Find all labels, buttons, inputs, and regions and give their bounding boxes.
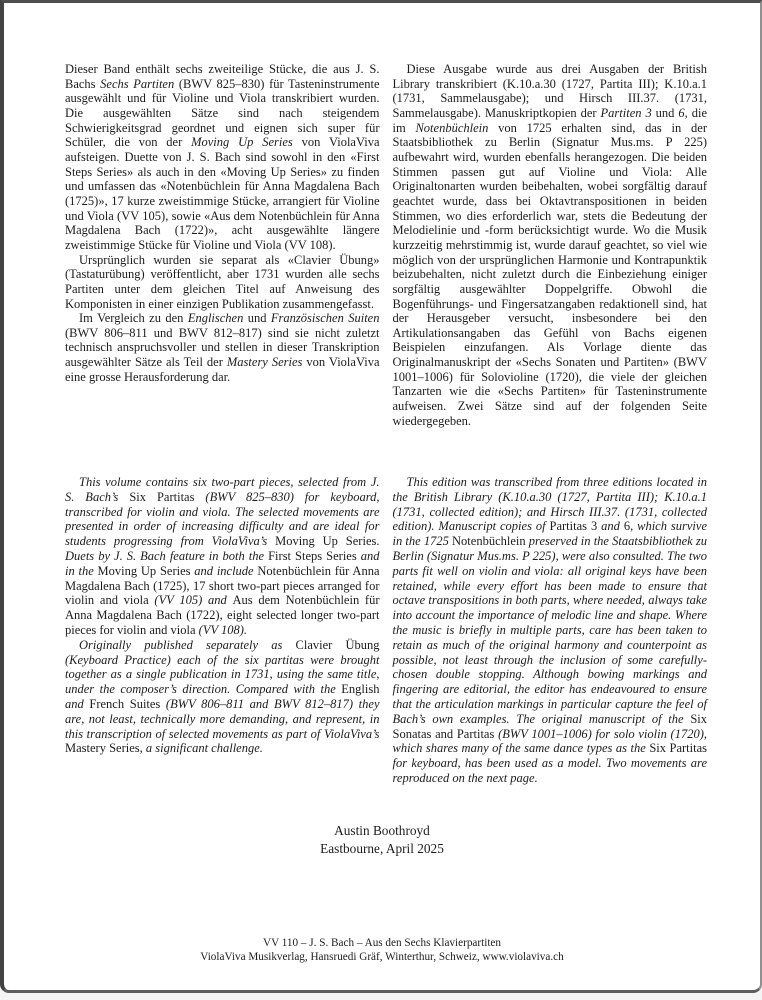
paragraph <box>65 62 380 253</box>
english-preface-left-column <box>65 475 380 786</box>
german-preface-right-column <box>393 62 708 428</box>
german-preface-section <box>65 62 707 428</box>
italic-text-segment: , which survive in the 1725 <box>392 519 707 549</box>
footer-publisher-line: ViolaViva Musikverlag, Hansruedi Gräf, Winterthur, Schweiz, www.violaviva.ch <box>200 950 564 963</box>
italic-text-segment: and <box>65 696 90 711</box>
roman-text-segment: Im Vergleich zu den <box>79 311 188 326</box>
italic-text-segment: This edition was transcribed from three editions located in the British Library (K.10.a.30 (1727, Partita III); K.10.a.1 (1731, collected edition); and Hirsch III.37. (1731, collected edition). Manuscript copies of <box>392 475 707 534</box>
signature-name: Austin Boothroyd <box>334 823 430 838</box>
italic-text-segment: and include <box>190 563 258 578</box>
italic-text-segment: and in the <box>65 548 380 578</box>
paragraph <box>65 253 380 312</box>
italic-text-segment: 6 <box>678 105 685 120</box>
roman-text-segment: Partitas 3 <box>549 519 598 534</box>
roman-text-segment: Aus dem Notenbüchlein für Anna Magdalena Bach (1722), eight selected longer two-part pieces for violin and viola <box>65 593 380 637</box>
footer-catalog-line: VV 110 – J. S. Bach – Aus den Sechs Klavierpartiten <box>262 937 501 949</box>
italic-text-segment: Originally published separately as <box>79 637 296 652</box>
italic-text-segment: Partiten 3 <box>600 105 652 120</box>
roman-text-segment: Notenbüchlein für Anna Magdalena Bach (1725), 17 short two-part pieces arranged for violin and viola <box>65 563 380 608</box>
roman-text-segment: Six Sonatas and Partitas <box>392 711 707 741</box>
roman-text-segment: English <box>341 682 380 697</box>
roman-text-segment: von ViolaViva eine grosse Herausforderung dar. <box>65 355 380 384</box>
english-preface-section <box>65 475 707 786</box>
english-preface-right-column <box>393 475 708 786</box>
italic-text-segment: (VV 108). <box>198 622 248 637</box>
italic-text-segment: Notenbüchlein <box>415 120 489 135</box>
italic-text-segment: Sechs Partiten <box>100 76 175 91</box>
roman-text-segment: und <box>243 311 271 326</box>
roman-text-segment: Mastery Series <box>65 741 140 756</box>
italic-text-segment: (BWV 1001–1006) for solo violin (1720), which shares many of the same dance types as the <box>392 726 707 756</box>
italic-text-segment: Französischen Suiten <box>270 311 380 326</box>
italic-text-segment: Duets by J. S. Bach feature in both the <box>65 548 269 563</box>
italic-text-segment: Englischen <box>187 311 244 326</box>
roman-text-segment: Moving Up Series. <box>275 534 380 549</box>
roman-text-segment: Ursprünglich wurden sie separat als «Clavier Übung» (Tastaturübung) veröffentlicht, aber 1731 wurden alle sechs Partiten unter dem gleichen Titel auf Anweisung des Komponisten in einer einzigen Publikation zusammengefasst. <box>65 252 380 311</box>
italic-text-segment: for keyboard, has been used as a model. Two movements are reproduced on the next page. <box>392 756 707 785</box>
roman-text-segment: und <box>651 105 679 120</box>
roman-text-segment: , die im <box>392 105 708 135</box>
roman-text-segment: First Steps Series <box>268 548 357 563</box>
italic-text-segment: , a significant challenge. <box>139 741 263 756</box>
roman-text-segment: 6 <box>623 519 631 534</box>
roman-text-segment: Moving Up Series <box>97 563 191 578</box>
roman-text-segment: Six Partitas <box>129 489 195 504</box>
italic-text-segment: (BWV 825–830) for keyboard, transcribed for violin and viola. The selected movements are presented in order of increasing difficulty and are ideal for students progressing from ViolaViva’s <box>65 489 380 549</box>
italic-text-segment: This volume contains six two-part pieces, selected from J. S. Bach’s <box>65 475 380 504</box>
italic-text-segment: Moving Up Series <box>191 135 293 150</box>
italic-text-segment: (Keyboard Practice) each of the six partitas were brought together as a single publication in 1731, using the same title, under the composer’s direction. Compared with the <box>65 652 380 697</box>
roman-text-segment: (BWV 825–830) für Tasteninstrumente ausgewählt und für Violine und Viola transkribiert wurden. Die ausgewählten Sätze sind nach steigendem Schwierigkeitsgrad geordnet und eignen sich super für Schüler, die von der <box>65 76 380 150</box>
roman-text-segment: Dieser Band enthält sechs zweiteilige Stücke, die aus J. S. Bachs <box>65 62 380 91</box>
roman-text-segment: Diese Ausgabe wurde aus drei Ausgaben der British Library transkribiert (K.10.a.30 (1727, Partita III); K.10.a.1 (1731, Sammelausgabe); und Hirsch III.37. (1731, Sammelausgabe). Manuskriptkopien der <box>392 62 707 120</box>
paragraph <box>393 62 708 428</box>
signature-place-date: Eastbourne, April 2025 <box>320 840 444 856</box>
roman-text-segment: Notenbüchlein <box>452 534 526 549</box>
paragraph <box>65 638 380 756</box>
italic-text-segment: Mastery Series <box>226 355 303 370</box>
roman-text-segment: von 1725 erhalten sind, das in der Staatsbibliothek zu Berlin (Signatur Mus.ms. P 225) aufbewahrt wird, wurden ebenfalls herangezogen. Die beiden Stimmen passen gut auf Violine und Viola: Alle Originaltonarten wurden beibehalten, wobei sorgfältig darauf geachtet wurde, dass bei Oktavtranspositionen in beiden Stimmen, wo dies erforderlich war, stets die Bedeutung der Melodielinie und -form berücksichtigt wurde. Wo die Musik kurzzeitig mehrstimmig ist, wurde darauf geachtet, so viel wie möglich von der ursprünglichen Harmonie und Kontrapunktik beizubehalten, nicht zuletzt durch die Einbeziehung einiger sorgfältig ausgewählter Doppelgriffe. Obwohl die Bogenführungs- und Fingersatzangaben redaktionell sind, hat der Herausgeber versucht, insbesondere bei den Artikulationsangaben das Gefühl von Bachs eigenen Beispielen einzufangen. Als Vorlage diente das Originalmanuskript der «Sechs Sonaten und Partiten» (BWV 1001–1006) für Solovioline (1720), die viele der gleichen Tanzarten wie die «Sechs Partiten» für Tasteninstrumente aufweisen. Zwei Sätze sind auf der folgenden Seite wiedergegeben. <box>392 120 708 428</box>
roman-text-segment: von ViolaViva aufsteigen. Duette von J. S. Bach sind sowohl in den «First Steps Series» als auch in den «Moving Up Series» zu finden und umfassen das «Notenbüchlein für Anna Magdalena Bach (1725)», 17 kurze zweistimmige Stücke, arrangiert für Violine und Viola (VV 105), sowie «Aus dem Notenbüchlein für Anna Magdalena Bach (1722)», acht ausgewählte längere zweistimmige Stücke für Violine und Viola (VV 108). <box>65 135 380 252</box>
roman-text-segment: (BWV 806–811 und BWV 812–817) sind sie nicht zuletzt technisch anspruchsvoller und stellen in dieser Transkription ausgewählter Sätze als Teil der <box>65 325 380 370</box>
italic-text-segment: preserved in the Staatsbibliothek zu Berlin (Signatur Mus.ms. P 225), were also consulted. The two parts fit well on violin and viola: all original keys have been retained, while every effort has been made to ensure that octave transpositions in both parts, where needed, always take into account the importance of melodic line and shape. Where the music is briefly in multiple parts, care has been taken to retain as much of the original harmony and counterpoint as possible, not least through the inclusion of some carefully-chosen double stopping. Although bowing markings and fingering are editorial, the editor has endeavoured to ensure that the articulation markings in particular capture the feel of Bach’s own examples. The original manuscript of the <box>392 534 707 726</box>
italic-text-segment: and <box>597 519 624 534</box>
italic-text-segment: (BWV 806–811 and BWV 812–817) they are, not least, technically more demanding, and represent, in this transcription of selected movements as part of ViolaViva’s <box>65 696 380 741</box>
paragraph <box>65 311 380 384</box>
paragraph <box>393 475 708 786</box>
roman-text-segment: Clavier Übung <box>295 637 380 652</box>
signature-block <box>4 822 760 857</box>
page-footer <box>4 937 760 965</box>
roman-text-segment: French Suites <box>89 696 161 711</box>
german-preface-left-column <box>65 62 380 428</box>
roman-text-segment: Six Partitas <box>649 741 707 756</box>
italic-text-segment: (VV 105) and <box>154 593 233 608</box>
paragraph <box>65 475 380 638</box>
